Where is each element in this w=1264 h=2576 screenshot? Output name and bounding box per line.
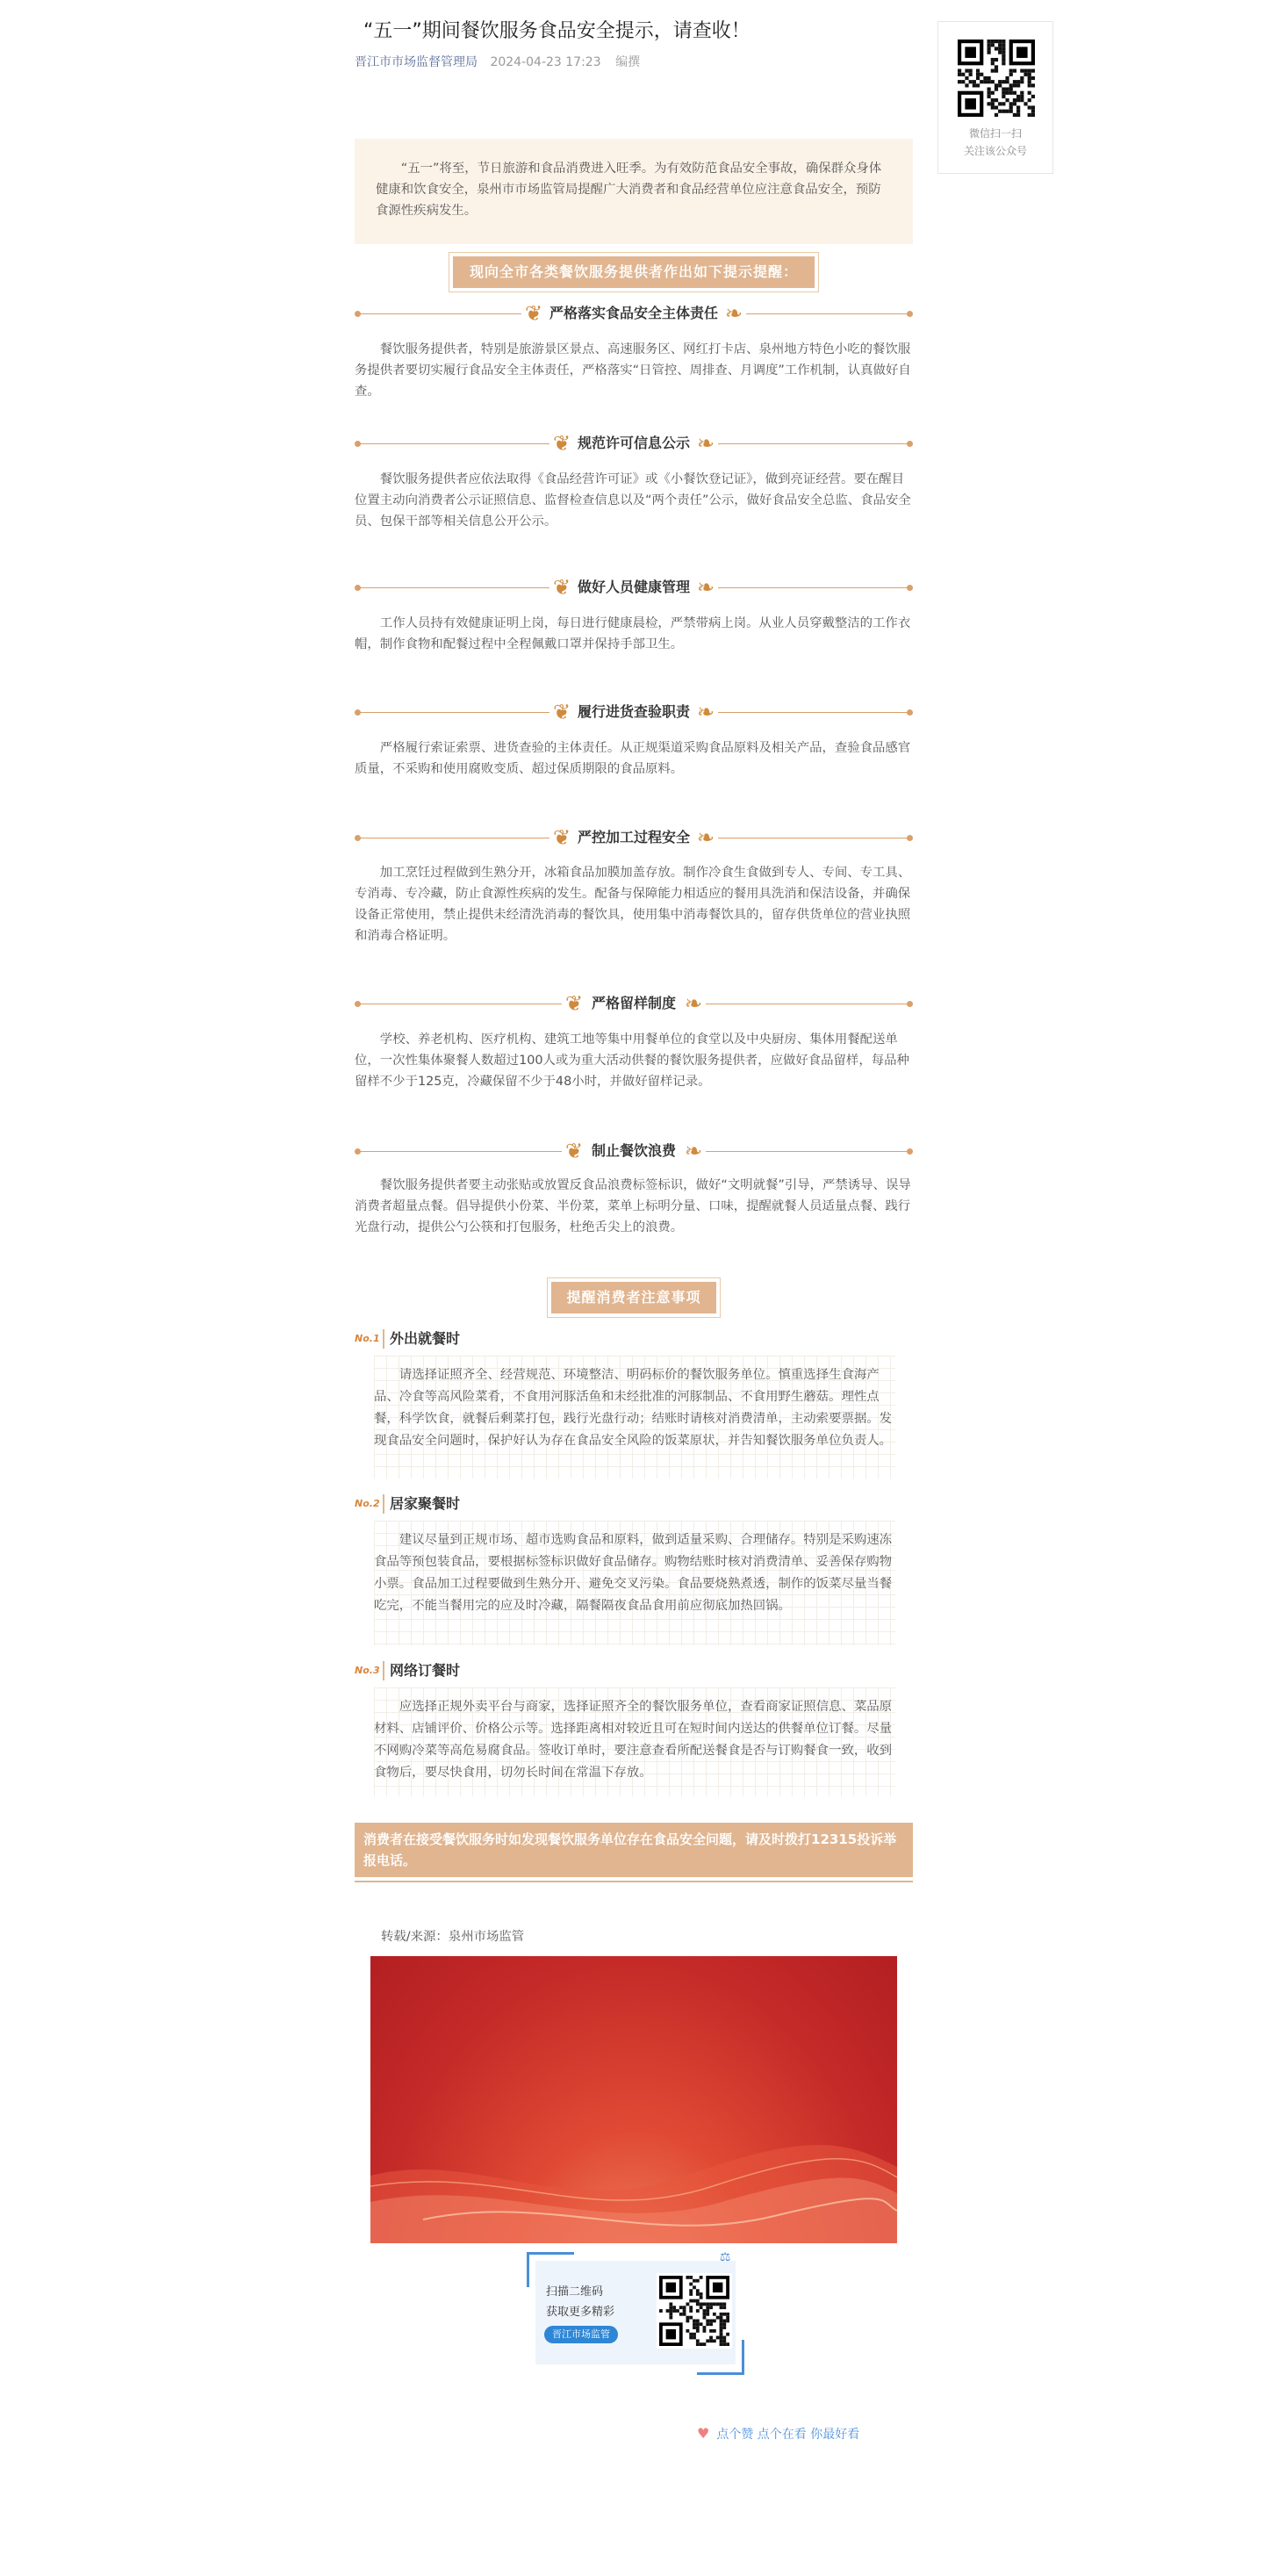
- tip-body: 请选择证照齐全、经营规范、环境整洁、明码标价的餐饮服务单位。慎重选择生食海产品、冷食等高风险菜肴，不食用河豚活鱼和未经批准的河豚制品、不食用野生蘑菇。理性点餐，科学饮食，就餐后剩菜打包，践行光盘行动；结账时请核对消费清单，主动索要票据。发现食品安全问题时，保护好认为存在食品安全风险的饭菜原状，并告知餐饮服务单位负责人。: [374, 1356, 895, 1479]
- hero-image: [370, 1956, 897, 2243]
- section-title: 严格留样制度: [591, 995, 676, 1011]
- follow-caption-1: 微信扫一扫: [968, 127, 1022, 140]
- scale-icon: ⚖: [719, 2250, 731, 2264]
- tip-title: 网络订餐时: [390, 1662, 461, 1679]
- follow-caption-2: 关注该公众号: [963, 145, 1027, 157]
- laurel-left-icon: ❦: [553, 575, 571, 600]
- section-header: [355, 989, 913, 1018]
- qr-caption-2: 获取更多精彩: [546, 2306, 615, 2319]
- tip-title: 居家聚餐时: [390, 1495, 461, 1512]
- section-header: [355, 428, 913, 458]
- qr-card: [527, 2252, 744, 2366]
- complaint-notice: 消费者在接受餐饮服务时如发现餐饮服务单位存在食品安全问题，请及时拨打12315投诉举报电话。: [355, 1823, 913, 1877]
- article-meta: [355, 53, 640, 70]
- section-body: 严格履行索证索票、进货查验的主体责任。从正规渠道采购食品原料及相关产品，查验食品感官质量，不采购和使用腐败变质、超过保质期限的食品原料。: [355, 741, 911, 776]
- article-title: “五一”期间餐饮服务食品安全提示，请查收！: [363, 20, 750, 42]
- laurel-left-icon: ❦: [553, 825, 571, 850]
- tip-number: No.2: [355, 1498, 380, 1509]
- section-title: 严格落实食品安全主体责任: [549, 305, 718, 321]
- laurel-right-icon: ❧: [696, 575, 715, 600]
- laurel-right-icon: ❧: [684, 1139, 702, 1163]
- qr-code-icon: [958, 40, 1035, 117]
- qr-caption-1: 扫描二维码: [546, 2285, 604, 2299]
- laurel-left-icon: ❦: [553, 700, 571, 724]
- laurel-right-icon: ❧: [696, 431, 715, 456]
- section-title: 严控加工过程安全: [577, 829, 690, 845]
- qr-code-icon: [657, 2273, 732, 2349]
- tip-header: [355, 1656, 530, 1682]
- section-body: 加工烹饪过程做到生熟分开，冰箱食品加膜加盖存放。制作冷食生食做到专人、专间、专工具、专消毒、专冷藏，防止食源性疾病的发生。配备与保障能力相适应的餐用具洗消和保洁设备，并确保设备正常使用，禁止提供未经清洗消毒的餐饮具，使用集中消毒餐饮具的，留存供货单位的营业执照和消毒合格证明。: [355, 866, 911, 943]
- heart-icon: ♥: [697, 2425, 710, 2442]
- section-header: [355, 823, 913, 853]
- section-header: [355, 572, 913, 602]
- section-body: 工作人员持有效健康证明上岗，每日进行健康晨检，严禁带病上岗。从业人员穿戴整洁的工作衣帽，制作食物和配餐过程中全程佩戴口罩并保持手部卫生。: [355, 616, 911, 651]
- tip-title: 外出就餐时: [390, 1330, 461, 1347]
- like-prompt[interactable]: [697, 2425, 859, 2443]
- section-title: 制止餐饮浪费: [591, 1142, 676, 1159]
- laurel-left-icon: ❦: [553, 431, 571, 456]
- source-line: 转载/来源：泉州市场监管: [381, 1930, 525, 1944]
- author: 编撰: [615, 55, 641, 69]
- publish-time: 2024-04-23 17:23: [490, 55, 601, 69]
- tip-header: [355, 1489, 530, 1515]
- tip-number: No.1: [355, 1333, 380, 1344]
- section-body: 餐饮服务提供者应依法取得《食品经营许可证》或《小餐饮登记证》，做到亮证经营。要在醒目位置主动向消费者公示证照信息、监督检查信息以及“两个责任”公示，做好食品安全总监、食品安全员、包保干部等相关信息公开公示。: [355, 472, 911, 529]
- laurel-right-icon: ❧: [684, 991, 702, 1016]
- laurel-right-icon: ❧: [696, 700, 715, 724]
- section-body: 餐饮服务提供者要主动张贴或放置反食品浪费标签标识，做好“文明就餐”引导，严禁诱导、误导消费者超量点餐。倡导提供小份菜、半份菜，菜单上标明分量、口味，提醒就餐人员适量点餐、践行光盘行动，提供公勺公筷和打包服务，杜绝舌尖上的浪费。: [355, 1178, 911, 1234]
- section-header: [355, 1136, 913, 1166]
- tip-number: No.3: [355, 1665, 380, 1676]
- laurel-left-icon: ❦: [565, 991, 584, 1016]
- laurel-left-icon: ❦: [565, 1139, 584, 1163]
- section-title: 做好人员健康管理: [577, 579, 690, 595]
- section-body: 餐饮服务提供者，特别是旅游景区景点、高速服务区、网红打卡店、泉州地方特色小吃的餐饮服务提供者要切实履行食品安全主体责任，严格落实“日管控、周排查、月调度”工作机制，认真做好自查。: [355, 342, 911, 399]
- consumers-banner: 提醒消费者注意事项: [551, 1282, 716, 1313]
- laurel-right-icon: ❧: [724, 301, 743, 326]
- providers-banner: 现向全市各类餐饮服务提供者作出如下提示提醒：: [453, 256, 815, 288]
- section-title: 规范许可信息公示: [577, 435, 690, 451]
- section-header: [355, 697, 913, 727]
- section-body: 学校、养老机构、医疗机构、建筑工地等集中用餐单位的食堂以及中央厨房、集体用餐配送单位，一次性集体聚餐人数超过100人或为重大活动供餐的餐饮服务提供者，应做好食品留样，每品种留样不少于125克，冷藏保留不少于48小时，并做好留样记录。: [355, 1033, 909, 1089]
- account-name-link[interactable]: 晋江市市场监督管理局: [355, 55, 478, 69]
- laurel-left-icon: ❦: [525, 301, 543, 326]
- section-header: [355, 299, 913, 328]
- account-pill: 晋江市场监管: [544, 2326, 618, 2343]
- laurel-right-icon: ❧: [696, 825, 715, 850]
- like-prompt-text: 点个赞 点个在看 你最好看: [716, 2428, 860, 2442]
- tip-body: 应选择正规外卖平台与商家，选择证照齐全的餐饮服务单位，查看商家证照信息、菜品原材料、店铺评价、价格公示等。选择距离相对较近且可在短时间内送达的供餐单位订餐。尽量不网购冷菜等高危易腐食品。签收订单时，要注意查看所配送餐食是否与订购餐食一致，收到食物后，要尽快食用，切勿长时间在常温下存放。: [374, 1687, 895, 1796]
- follow-qr-panel: [937, 21, 1053, 174]
- section-title: 履行进货查验职责: [577, 703, 690, 720]
- tip-body: 建议尽量到正规市场、超市选购食品和原料，做到适量采购、合理储存。特别是采购速冻食品等预包装食品，要根据标签标识做好食品储存。购物结账时核对消费清单、妥善保存购物小票。食品加工过程要做到生熟分开、避免交叉污染。食品要烧熟煮透，制作的饭菜尽量当餐吃完，不能当餐用完的应及时冷藏，隔餐隔夜食品食用前应彻底加热回锅。: [374, 1521, 895, 1645]
- hero-waves: [370, 1956, 897, 2243]
- tip-header: [355, 1324, 530, 1350]
- intro-paragraph: “五一”将至，节日旅游和食品消费进入旺季。为有效防范食品安全事故，确保群众身体健康和饮食安全，泉州市市场监管局提醒广大消费者和食品经营单位应注意食品安全，预防食源性疾病发生。: [355, 139, 913, 244]
